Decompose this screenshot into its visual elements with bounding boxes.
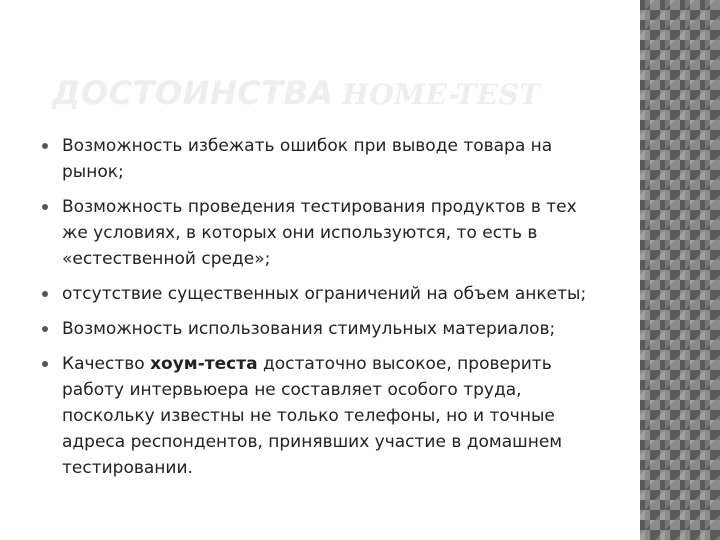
bullet-dot-icon xyxy=(42,361,48,367)
bullet-item xyxy=(40,316,600,342)
bullet-dot-icon xyxy=(42,326,48,332)
decorative-side-pattern xyxy=(640,0,720,540)
bullet-dot-icon xyxy=(42,204,48,210)
bullet-item xyxy=(40,133,600,185)
bullet-text-bold: хоум-теста xyxy=(150,354,258,374)
title-home-test: HOME-TEST xyxy=(342,78,541,111)
bullet-text-pre: Качество xyxy=(62,354,151,374)
bullet-text: Возможность проведения тестирования продуктов в тех же условиях, в которых они используются, то есть в «естественной среде»; xyxy=(62,197,577,269)
bullet-item xyxy=(40,281,600,307)
bullet-dot-icon xyxy=(42,143,48,149)
bullet-text-post: достаточно высокое, проверить работу интервьюера не составляет особого труда, поскольку известны не только телефоны, но и точные адреса респондентов, принявших участие в домашнем тестировании. xyxy=(62,354,563,478)
bullet-item xyxy=(40,194,600,272)
bullet-item xyxy=(40,351,600,481)
bullet-text: Возможность избежать ошибок при выводе товара на рынок; xyxy=(62,136,553,182)
title-main: ДОСТОИНСТВА xyxy=(52,74,334,112)
bullet-list xyxy=(40,133,600,490)
bullet-text: Возможность использования стимульных материалов; xyxy=(62,319,556,339)
slide-title xyxy=(52,74,541,112)
bullet-dot-icon xyxy=(42,291,48,297)
bullet-text: отсутствие существенных ограничений на объем анкеты; xyxy=(62,284,587,304)
